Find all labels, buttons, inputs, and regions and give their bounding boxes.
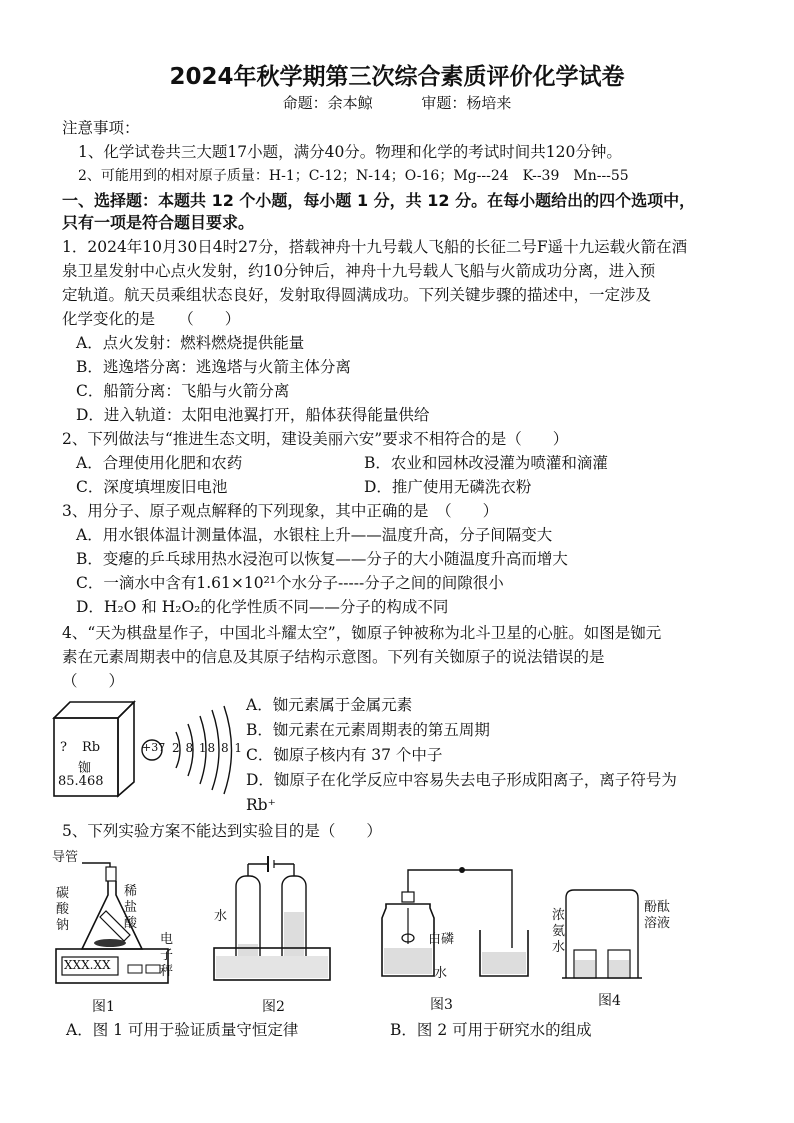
cell-mass: 85.468 — [58, 774, 104, 789]
section-1-heading-cont: 只有一项是符合题目要求。 — [62, 213, 255, 232]
fig1-solid-2: 酸 — [56, 902, 70, 917]
fig1-acid-1: 稀 — [124, 884, 138, 899]
fig2-caption: 图2 — [262, 999, 285, 1015]
q1-stem-1: 1．2024年10月30日4时27分，搭载神舟十九号载人飞船的长征二号F遥十九运载火箭在酒 — [62, 238, 688, 256]
notice-item-2: 2、可能用到的相对原子质量：H-1；C-12；N-14；O-16；Mg---24 K--39 Mn---55 — [78, 168, 629, 184]
q4-option-d: D．铷原子在化学反应中容易失去电子形成阳离子，离子符号为 — [246, 771, 677, 789]
q3-option-c: C．一滴水中含有1.61×10²¹个水分子-----分子之间的间隙很小 — [76, 574, 504, 592]
fig4-ammonia-3: 水 — [552, 940, 566, 955]
q1-stem-2: 泉卫星发射中心点火发射，约10分钟后，神舟十九号载人飞船与火箭成功分离，进入预 — [62, 262, 656, 280]
fig2-water-label: 水 — [214, 909, 228, 924]
notice-item-1: 1、化学试卷共三大题17小题，满分40分。物理和化学的考试时间共120分钟。 — [78, 143, 622, 161]
q1-option-a: A．点火发射：燃料燃烧提供能量 — [76, 334, 305, 352]
cell-number: ? — [60, 740, 67, 755]
fig4-caption: 图4 — [598, 993, 621, 1009]
fig1-acid-2: 盐 — [124, 900, 138, 915]
q4-stem-3: （ ） — [62, 672, 125, 690]
q5-option-b: B．图 2 可用于研究水的组成 — [390, 1021, 592, 1039]
fig1-caption: 图1 — [92, 999, 115, 1015]
fig1-display: XXX.XX — [64, 958, 111, 972]
q1-option-c: C．船箭分离：飞船与火箭分离 — [76, 382, 290, 400]
fig1-scale-1: 电 — [160, 932, 174, 947]
page-title: 2024年秋学期第三次综合素质评价化学试卷 — [169, 64, 625, 90]
q1-option-d: D．进入轨道：太阳电池翼打开，船体获得能量供给 — [76, 406, 430, 424]
q4-option-a: A．铷元素属于金属元素 — [246, 696, 413, 714]
cell-symbol: Rb — [82, 740, 101, 755]
q5-option-a: A．图 1 可用于验证质量守恒定律 — [66, 1021, 299, 1039]
authors — [0, 92, 794, 113]
q3-option-b: B．变瘪的乒乓球用热水浸泡可以恢复——分子的大小随温度升高而增大 — [76, 550, 568, 568]
q4-stem-2: 素在元素周期表中的信息及其原子结构示意图。下列有关铷原子的说法错误的是 — [62, 648, 605, 666]
fig4-phenol-1: 酚酞 — [644, 900, 671, 915]
q1-option-b: B．逃逸塔分离：逃逸塔与火箭主体分离 — [76, 358, 351, 376]
atom-nucleus: +37 — [142, 741, 166, 754]
q2-option-b: B．农业和园林改浸灌为喷灌和滴灌 — [364, 454, 608, 472]
q3-option-a: A．用水银体温计测量体温，水银柱上升——温度升高，分子间隔变大 — [76, 526, 553, 544]
fig1-tube-label: 导管 — [52, 850, 79, 865]
q5-stem: 5、下列实验方案不能达到实验目的是（ ） — [62, 822, 382, 840]
q4-option-c: C．铷原子核内有 37 个中子 — [246, 746, 443, 764]
fig1-solid-3: 钠 — [56, 918, 70, 933]
section-1-heading: 一、选择题：本题共 12 个小题，每小题 1 分，共 12 分。在每小题给出的四个选项中， — [62, 191, 696, 210]
figure-4-apparatus — [562, 888, 642, 983]
fig4-phenol-2: 溶液 — [644, 916, 671, 931]
setter: 命题：余本鲸 — [282, 94, 373, 112]
fig1-scale-3: 秤 — [160, 964, 174, 979]
fig3-phosphorus-label: 白磷 — [428, 932, 455, 947]
notice-heading: 注意事项： — [62, 119, 140, 137]
q2-option-d: D．推广使用无磷洗衣粉 — [364, 478, 532, 496]
q4-stem-1: 4、“天为棋盘星作子，中国北斗耀太空”，铷原子钟被称为北斗卫星的心脏。如图是铷元 — [62, 624, 662, 642]
fig4-ammonia-1: 浓 — [552, 908, 566, 923]
q2-option-c: C．深度填埋废旧电池 — [76, 478, 228, 496]
atom-shells: 2 8 18 8 1 — [172, 741, 244, 755]
reviewer: 审题：杨培来 — [421, 94, 512, 112]
fig3-water-label: 水 — [434, 966, 448, 981]
q1-stem-4: 化学变化的是 （ ） — [62, 310, 241, 328]
q2-option-a: A．合理使用化肥和农药 — [76, 454, 243, 472]
q4-option-d-ion: Rb⁺ — [246, 796, 276, 814]
q3-option-d: D．H₂O 和 H₂O₂的化学性质不同——分子的构成不同 — [76, 598, 449, 616]
fig4-ammonia-2: 氨 — [552, 924, 566, 939]
figure-3-apparatus — [372, 848, 532, 983]
q2-stem: 2、下列做法与“推进生态文明，建设美丽六安”要求不相符合的是（ ） — [62, 430, 569, 448]
q3-stem: 3、用分子、原子观点解释的下列现象，其中正确的是 （ ） — [62, 502, 499, 520]
fig1-acid-3: 酸 — [124, 916, 138, 931]
q4-option-b: B．铷元素在元素周期表的第五周期 — [246, 721, 490, 739]
q1-stem-3: 定轨道。航天员乘组状态良好，发射取得圆满成功。下列关键步骤的描述中，一定涉及 — [62, 286, 652, 304]
figure-2-electrolysis — [210, 852, 335, 982]
cell-name: 铷 — [78, 761, 92, 776]
fig1-solid-1: 碳 — [56, 886, 70, 901]
fig3-caption: 图3 — [430, 997, 453, 1013]
fig1-scale-2: 子 — [160, 948, 174, 963]
